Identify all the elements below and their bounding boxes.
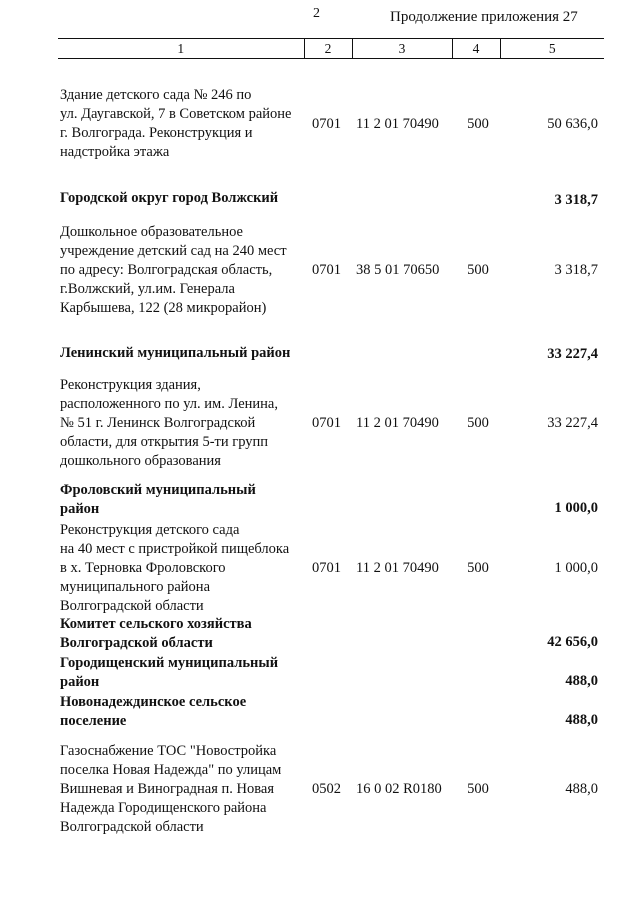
amount: 3 318,7 [554,192,598,208]
item-name: Ленинский муниципальный район [60,345,291,361]
target-article-code: 16 0 02 R0180 [356,781,442,797]
item-name: Дошкольное образовательное учреждение детский сад на 240 мест по адресу: Волгоградская область, г.Волжский, ул.им. Генерала Карбышева, 122 (28 микрорайон) [60,224,287,316]
continuation-title: Продолжение приложения 27 [390,9,578,25]
expense-type-code: 500 [467,116,489,132]
amount: 488,0 [565,781,598,797]
target-article-code: 11 2 01 70490 [356,560,439,576]
column-header-row [58,38,604,59]
amount: 33 227,4 [547,415,598,431]
amount: 3 318,7 [554,262,598,278]
item-name: Здание детского сада № 246 по ул. Даугавской, 7 в Советском районе г. Волгограда. Реконструкция и надстройка этажа [60,87,292,160]
column-number-1: 1 [58,39,304,59]
target-article-code: 11 2 01 70490 [356,116,439,132]
section-code: 0701 [312,560,341,576]
section-code: 0701 [312,415,341,431]
item-name: Реконструкция детского сада на 40 мест с пристройкой пищеблока в х. Терновка Фроловского муниципального района Волгоградской области [60,522,290,614]
section-code: 0701 [312,116,341,132]
amount: 488,0 [565,673,598,689]
item-name: Газоснабжение ТОС "Новостройка поселка Новая Надежда" по улицам Вишневая и Виноградная п. Новая Надежда Городищенского района Волгоградской области [60,743,282,835]
section-code: 0502 [312,781,341,797]
item-name: Фроловский муниципальный район [60,482,256,517]
item-name: Комитет сельского хозяйства Волгоградской области [60,616,252,651]
item-name: Новонадеждинское сельское поселение [60,694,247,729]
item-name: Городской округ город Волжский [60,190,279,206]
amount: 50 636,0 [547,116,598,132]
amount: 33 227,4 [547,346,598,362]
expense-type-code: 500 [467,262,489,278]
expense-type-code: 500 [467,415,489,431]
amount: 1 000,0 [554,560,598,576]
item-name: Городищенский муниципальный район [60,655,279,690]
section-code: 0701 [312,262,341,278]
column-number-2: 2 [304,39,352,59]
target-article-code: 11 2 01 70490 [356,415,439,431]
column-number-5: 5 [500,39,604,59]
expense-type-code: 500 [467,781,489,797]
page-number: 2 [313,6,320,21]
amount: 488,0 [565,712,598,728]
expense-type-code: 500 [467,560,489,576]
item-name: Реконструкция здания, расположенного по ул. им. Ленина, № 51 г. Ленинск Волгоградской области, для открытия 5-ти групп дошкольного образования [60,377,278,469]
target-article-code: 38 5 01 70650 [356,262,440,278]
amount: 42 656,0 [547,634,598,650]
amount: 1 000,0 [554,500,598,516]
column-number-3: 3 [352,39,452,59]
column-number-4: 4 [452,39,500,59]
